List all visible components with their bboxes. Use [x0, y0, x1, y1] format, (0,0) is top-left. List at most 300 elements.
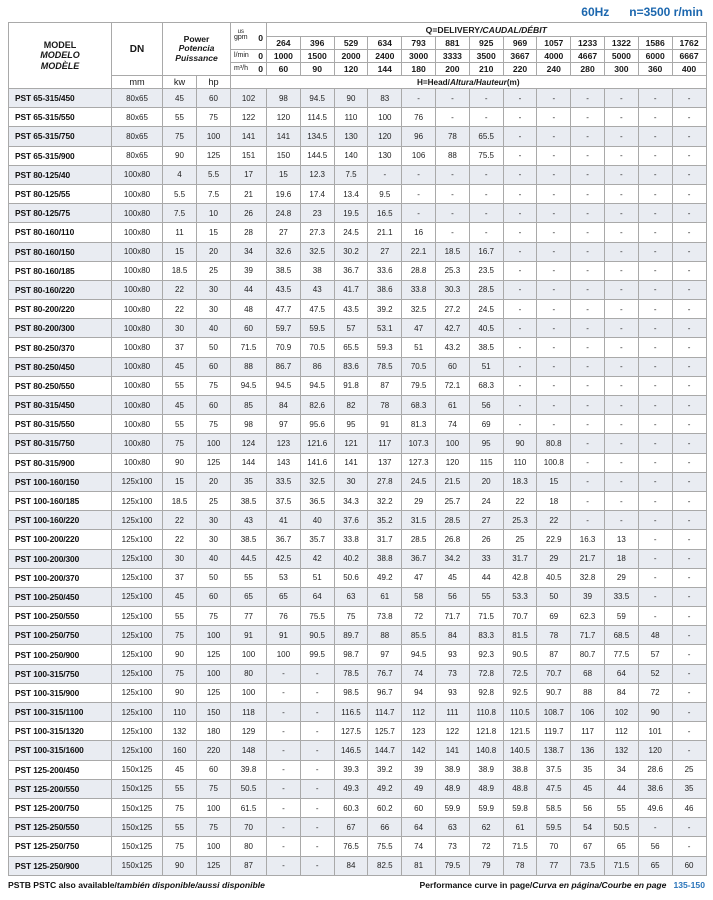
head-cell: 49: [402, 779, 436, 798]
hp-cell: 100: [197, 798, 231, 817]
head-cell: 35: [672, 779, 706, 798]
head-cell: -: [638, 319, 672, 338]
head-cell: -: [604, 242, 638, 261]
head-cell: -: [672, 683, 706, 702]
model-cell: PST 80-250/370: [9, 338, 112, 357]
head-cell: 28.6: [638, 760, 672, 779]
flow-zero-value: 0: [258, 32, 264, 43]
head-cell: -: [571, 261, 605, 280]
model-cell: PST 125-250/750: [9, 837, 112, 856]
head-cell: 98: [267, 89, 301, 108]
model-cell: PST 100-315/900: [9, 683, 112, 702]
head-cell: 26: [469, 530, 503, 549]
head-cell: 48: [638, 626, 672, 645]
head-cell: 36.7: [267, 530, 301, 549]
flow-value: 2400: [368, 50, 402, 63]
head-cell: 80.8: [537, 434, 571, 453]
table-row: [9, 319, 707, 338]
head-cell: 82: [334, 396, 368, 415]
head-cell: -: [402, 184, 436, 203]
head-cell: 46: [672, 798, 706, 817]
head-cell: 63: [334, 587, 368, 606]
table-row: [9, 798, 707, 817]
head-cell: 24.5: [469, 300, 503, 319]
head-cell: 28.5: [402, 530, 436, 549]
head-cell: -: [672, 376, 706, 395]
table-row: [9, 396, 707, 415]
head-cell: 25.7: [436, 491, 470, 510]
hp-cell: 75: [197, 376, 231, 395]
head-cell: -: [638, 472, 672, 491]
head-cell: 95.6: [300, 415, 334, 434]
head-cell: 22: [537, 511, 571, 530]
hp-cell: 60: [197, 89, 231, 108]
head-cell: -: [604, 511, 638, 530]
head-cell: 65: [231, 587, 267, 606]
hp-cell: 60: [197, 357, 231, 376]
hp-cell: 5.5: [197, 165, 231, 184]
kw-cell: 15: [163, 242, 197, 261]
head-cell: -: [537, 338, 571, 357]
head-cell: 83.6: [334, 357, 368, 376]
head-cell: 65: [638, 856, 672, 875]
head-cell: -: [638, 108, 672, 127]
kw-cell: 160: [163, 741, 197, 760]
head-cell: 47.5: [300, 300, 334, 319]
head-cell: 141: [267, 127, 301, 146]
head-cell: 36.5: [300, 491, 334, 510]
table-row: [9, 837, 707, 856]
head-cell: 29: [537, 549, 571, 568]
head-cell: 32.2: [368, 491, 402, 510]
head-cell: 71.5: [604, 856, 638, 875]
flow-value: 360: [638, 63, 672, 76]
head-cell: -: [503, 261, 537, 280]
head-cell: 94.5: [300, 89, 334, 108]
head-cell: 59: [604, 607, 638, 626]
flow-value: 3500: [469, 50, 503, 63]
kw-cell: 18.5: [163, 491, 197, 510]
head-cell: 86.7: [267, 357, 301, 376]
hp-cell: 30: [197, 280, 231, 299]
flow-value: 2000: [334, 50, 368, 63]
head-cell: 50: [537, 587, 571, 606]
head-cell: 74: [402, 664, 436, 683]
dn-cell: 125x100: [112, 741, 163, 760]
head-cell: -: [672, 818, 706, 837]
head-cell: 60: [436, 357, 470, 376]
table-row: [9, 549, 707, 568]
flow-value: 280: [571, 63, 605, 76]
head-cell: -: [604, 376, 638, 395]
head-cell: -: [503, 280, 537, 299]
dn-cell: 125x100: [112, 587, 163, 606]
head-title-unit: (m): [506, 77, 520, 87]
head-cell: 73: [436, 837, 470, 856]
head-cell: -: [300, 837, 334, 856]
head-cell: 95: [334, 415, 368, 434]
head-cell: -: [537, 300, 571, 319]
model-cell: PST 80-200/300: [9, 319, 112, 338]
head-cell: 12.3: [300, 165, 334, 184]
head-cell: 142: [402, 741, 436, 760]
dn-cell: 100x80: [112, 453, 163, 472]
head-cell: 22.9: [537, 530, 571, 549]
head-cell: 84: [267, 396, 301, 415]
head-cell: 91.8: [334, 376, 368, 395]
head-cell: -: [638, 549, 672, 568]
head-cell: 79: [469, 856, 503, 875]
head-cell: 53.3: [503, 587, 537, 606]
head-cell: 18: [537, 491, 571, 510]
head-cell: 38.6: [638, 779, 672, 798]
kw-cell: 15: [163, 472, 197, 491]
table-row: [9, 741, 707, 760]
model-cell: PST 100-250/750: [9, 626, 112, 645]
head-cell: 90.5: [300, 626, 334, 645]
kw-cell: 75: [163, 798, 197, 817]
hp-cell: 50: [197, 338, 231, 357]
head-cell: 27: [267, 223, 301, 242]
dn-cell: 100x80: [112, 376, 163, 395]
head-cell: -: [638, 261, 672, 280]
hp-cell: 60: [197, 396, 231, 415]
head-cell: 137: [368, 453, 402, 472]
hp-cell: 60: [197, 587, 231, 606]
flow-value: 1500: [300, 50, 334, 63]
head-cell: -: [267, 779, 301, 798]
head-cell: 57: [334, 319, 368, 338]
head-cell: -: [267, 683, 301, 702]
head-cell: 29: [402, 491, 436, 510]
head-cell: 64: [402, 818, 436, 837]
head-cell: -: [503, 89, 537, 108]
head-cell: -: [672, 453, 706, 472]
kw-cell: 22: [163, 511, 197, 530]
head-cell: -: [503, 223, 537, 242]
head-cell: -: [503, 319, 537, 338]
head-cell: 18.3: [503, 472, 537, 491]
head-cell: 74: [436, 415, 470, 434]
head-cell: 32.6: [267, 242, 301, 261]
head-cell: 13.4: [334, 184, 368, 203]
head-cell: -: [638, 280, 672, 299]
model-cell: PST 65-315/550: [9, 108, 112, 127]
table-row: [9, 261, 707, 280]
table-row: [9, 146, 707, 165]
head-cell: -: [672, 338, 706, 357]
head-cell: 90: [334, 89, 368, 108]
head-cell: 9.5: [368, 184, 402, 203]
head-cell: 63: [436, 818, 470, 837]
head-cell: 39: [402, 760, 436, 779]
kw-cell: 22: [163, 280, 197, 299]
head-cell: 49.6: [638, 798, 672, 817]
head-cell: 134.5: [300, 127, 334, 146]
kw-cell: 7.5: [163, 204, 197, 223]
head-cell: 21.1: [368, 223, 402, 242]
flow-value: 793: [402, 37, 436, 50]
head-cell: 80.7: [571, 645, 605, 664]
head-cell: 25.3: [503, 511, 537, 530]
head-cell: -: [267, 818, 301, 837]
head-cell: -: [638, 376, 672, 395]
model-cell: PST 125-200/550: [9, 779, 112, 798]
head-cell: -: [537, 242, 571, 261]
head-cell: -: [436, 223, 470, 242]
head-cell: -: [672, 472, 706, 491]
dn-cell: 80x65: [112, 146, 163, 165]
head-cell: 115: [469, 453, 503, 472]
model-cell: PST 100-250/550: [9, 607, 112, 626]
kw-cell: 22: [163, 300, 197, 319]
head-cell: -: [571, 434, 605, 453]
flow-zero-value: 0: [258, 63, 264, 74]
head-cell: -: [604, 396, 638, 415]
flow-value: 3000: [402, 50, 436, 63]
table-row: [9, 165, 707, 184]
head-cell: 77: [231, 607, 267, 626]
head-cell: -: [672, 837, 706, 856]
table-row: [9, 415, 707, 434]
head-cell: 40.5: [537, 568, 571, 587]
head-cell: 17: [231, 165, 267, 184]
kw-cell: 55: [163, 607, 197, 626]
hp-cell: 20: [197, 472, 231, 491]
head-cell: -: [571, 357, 605, 376]
head-cell: 23: [300, 204, 334, 223]
kw-cell: 132: [163, 722, 197, 741]
head-cell: 61.5: [231, 798, 267, 817]
head-cell: -: [672, 626, 706, 645]
head-cell: 71.5: [231, 338, 267, 357]
head-cell: 27: [368, 242, 402, 261]
head-cell: -: [300, 798, 334, 817]
head-cell: 72.5: [503, 664, 537, 683]
delivery-title: [267, 23, 707, 37]
head-cell: 71.5: [469, 607, 503, 626]
head-cell: -: [300, 664, 334, 683]
head-cell: -: [537, 165, 571, 184]
head-cell: -: [638, 491, 672, 510]
table-row: [9, 108, 707, 127]
kw-unit-header: kw: [163, 76, 197, 89]
head-cell: -: [638, 127, 672, 146]
head-cell: -: [267, 760, 301, 779]
head-cell: -: [638, 146, 672, 165]
head-cell: -: [503, 300, 537, 319]
head-cell: 60.3: [334, 798, 368, 817]
head-cell: 65: [604, 837, 638, 856]
flow-unit-label: m³/h: [234, 65, 249, 72]
head-cell: 120: [638, 741, 672, 760]
head-cell: 71.7: [571, 626, 605, 645]
head-cell: 37.5: [537, 760, 571, 779]
flow-value: 6000: [638, 50, 672, 63]
flow-value: 5000: [604, 50, 638, 63]
flow-value: 90: [300, 63, 334, 76]
head-cell: 66: [368, 818, 402, 837]
head-cell: -: [604, 319, 638, 338]
head-cell: 90.7: [537, 683, 571, 702]
head-cell: 47: [402, 568, 436, 587]
model-cell: PST 100-315/750: [9, 664, 112, 683]
head-cell: -: [436, 204, 470, 223]
curve-reference-i18n: Curva en página/Courbe en page: [532, 880, 667, 890]
head-cell: 28.5: [436, 511, 470, 530]
hp-cell: 25: [197, 261, 231, 280]
table-row: [9, 530, 707, 549]
head-cell: -: [672, 127, 706, 146]
head-cell: 70.9: [267, 338, 301, 357]
head-cell: 45: [436, 568, 470, 587]
head-cell: -: [503, 415, 537, 434]
head-cell: 41.7: [334, 280, 368, 299]
head-cell: 59.9: [436, 798, 470, 817]
head-cell: 38.9: [469, 760, 503, 779]
head-cell: 72: [638, 683, 672, 702]
head-cell: 39: [571, 587, 605, 606]
head-cell: 148: [231, 741, 267, 760]
head-cell: 24.8: [267, 204, 301, 223]
head-cell: 61: [436, 396, 470, 415]
model-cell: PST 100-315/1100: [9, 703, 112, 722]
head-cell: -: [672, 491, 706, 510]
head-cell: 69: [537, 607, 571, 626]
flow-value: 3667: [503, 50, 537, 63]
head-cell: -: [672, 280, 706, 299]
model-cell: PST 80-315/750: [9, 434, 112, 453]
hp-cell: 20: [197, 242, 231, 261]
model-cell: PST 80-160/220: [9, 280, 112, 299]
head-title-i18n: Altura/Hauteur: [449, 77, 507, 87]
head-cell: -: [672, 204, 706, 223]
head-cell: 40.5: [469, 319, 503, 338]
head-cell: 30.3: [436, 280, 470, 299]
head-cell: 65.5: [469, 127, 503, 146]
head-cell: -: [300, 703, 334, 722]
power-header-es: Potencia: [178, 43, 215, 54]
hp-cell: 220: [197, 741, 231, 760]
head-cell: -: [638, 818, 672, 837]
head-cell: 70.7: [503, 607, 537, 626]
kw-cell: 45: [163, 357, 197, 376]
head-cell: 7.5: [334, 165, 368, 184]
head-cell: 84: [334, 856, 368, 875]
dn-cell: 100x80: [112, 300, 163, 319]
flow-value: 529: [334, 37, 368, 50]
kw-cell: 90: [163, 856, 197, 875]
head-cell: 42.7: [436, 319, 470, 338]
kw-cell: 30: [163, 549, 197, 568]
head-cell: 73.5: [571, 856, 605, 875]
head-cell: 75: [334, 607, 368, 626]
model-cell: PST 80-160/150: [9, 242, 112, 261]
head-cell: 72.1: [436, 376, 470, 395]
flow-value: 1057: [537, 37, 571, 50]
head-cell: 49.2: [368, 568, 402, 587]
head-cell: 25: [503, 530, 537, 549]
head-cell: -: [672, 587, 706, 606]
dn-cell: 125x100: [112, 472, 163, 491]
flow-value: 210: [469, 63, 503, 76]
head-cell: 33.6: [368, 261, 402, 280]
head-cell: -: [672, 415, 706, 434]
head-cell: -: [672, 146, 706, 165]
kw-cell: 90: [163, 645, 197, 664]
head-cell: 138.7: [537, 741, 571, 760]
dn-cell: 100x80: [112, 242, 163, 261]
head-cell: 121.8: [469, 722, 503, 741]
head-cell: 71.7: [436, 607, 470, 626]
table-row: [9, 683, 707, 702]
head-cell: 59.5: [300, 319, 334, 338]
table-row: [9, 376, 707, 395]
head-cell: -: [638, 242, 672, 261]
head-cell: 141.6: [300, 453, 334, 472]
head-cell: 65: [267, 587, 301, 606]
head-cell: 98.5: [334, 683, 368, 702]
delivery-title-i18n: /CAUDAL/DÉBIT: [480, 24, 547, 35]
head-cell: -: [604, 300, 638, 319]
head-cell: 72.8: [469, 664, 503, 683]
model-cell: PST 100-315/1320: [9, 722, 112, 741]
model-cell: PST 80-250/450: [9, 357, 112, 376]
head-cell: -: [672, 89, 706, 108]
kw-cell: 55: [163, 415, 197, 434]
head-cell: 141: [436, 741, 470, 760]
flow-value: 1586: [638, 37, 672, 50]
head-cell: -: [300, 779, 334, 798]
table-body: [9, 89, 707, 876]
head-cell: -: [672, 741, 706, 760]
head-cell: 125.7: [368, 722, 402, 741]
head-cell: -: [672, 357, 706, 376]
head-cell: 27.8: [368, 472, 402, 491]
head-cell: 34: [604, 760, 638, 779]
flow-value: 6667: [672, 50, 706, 63]
page-footer: [8, 880, 705, 890]
head-cell: 38.9: [436, 760, 470, 779]
head-cell: 110: [334, 108, 368, 127]
head-cell: 140.8: [469, 741, 503, 760]
head-cell: 92.5: [503, 683, 537, 702]
head-cell: 98: [231, 415, 267, 434]
head-cell: 22: [503, 491, 537, 510]
head-cell: -: [638, 396, 672, 415]
head-cell: 60: [231, 319, 267, 338]
head-cell: -: [469, 204, 503, 223]
head-cell: 48.9: [436, 779, 470, 798]
dn-unit-header: mm: [112, 76, 163, 89]
head-cell: 49.3: [334, 779, 368, 798]
head-cell: 106: [402, 146, 436, 165]
model-cell: PST 80-125/55: [9, 184, 112, 203]
head-cell: 60: [672, 856, 706, 875]
head-cell: -: [672, 607, 706, 626]
kw-cell: 75: [163, 626, 197, 645]
head-cell: 78.5: [334, 664, 368, 683]
head-cell: 85: [231, 396, 267, 415]
head-cell: 34.2: [436, 549, 470, 568]
head-cell: -: [638, 453, 672, 472]
head-cell: -: [604, 491, 638, 510]
head-cell: 123: [267, 434, 301, 453]
head-cell: 22.1: [402, 242, 436, 261]
model-cell: PST 100-200/300: [9, 549, 112, 568]
head-cell: -: [300, 741, 334, 760]
head-cell: 27.3: [300, 223, 334, 242]
